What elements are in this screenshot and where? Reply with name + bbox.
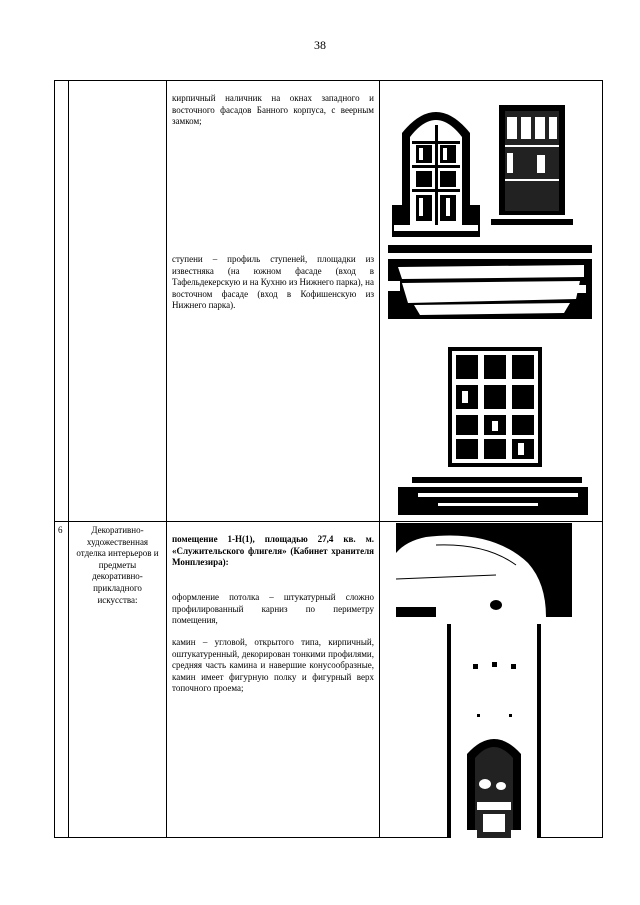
feature-description-cell (167, 81, 380, 522)
feature-name-cell (69, 81, 167, 522)
description-paragraph: кирпичный наличник на окнах западного и восточного фасадов Банного корпуса, с веерным замком; (172, 93, 374, 127)
rectangular-window-photo (491, 95, 573, 225)
description-paragraph: помещение 1-Н(1), площадью 27,4 кв. м. «Служительского флигеля» (Кабинет хранителя Монплезира): (172, 534, 374, 568)
description-paragraph: камин – угловой, открытого типа, кирпичный, оштукатуренный, декорирован тонкими профилями, средняя часть камина и навершие конусообразные, камин имеет фигурную полку и фигурный верх топочного проема; (172, 637, 374, 694)
table-row (55, 81, 603, 522)
feature-name-cell: Декоративно-художественная отделка интерьеров и предметы декоративно-прикладного искусства: (69, 522, 167, 838)
limestone-steps-photo (388, 245, 592, 319)
corner-fireplace-photo (447, 624, 541, 838)
ceiling-cornice-photo (396, 523, 572, 617)
description-paragraph: ступени – профиль ступеней, площадки из известняка (на южном фасаде (вход в Тафельдекерскую и на Кухню из Нижнего парка), на восточном фасаде (вход в Кофишенскую из Нижнего парка). (172, 254, 374, 311)
photo-cell (380, 81, 603, 522)
row-number-cell: 6 (55, 522, 69, 838)
table-row (55, 522, 603, 838)
monument-features-table (54, 80, 603, 838)
photo-cell (380, 522, 603, 838)
feature-description-cell (167, 522, 380, 838)
window-with-steps-photo (388, 343, 592, 515)
page-number: 38 (314, 38, 326, 52)
row-number-cell (55, 81, 69, 522)
arched-window-photo (388, 85, 484, 237)
description-paragraph: оформление потолка – штукатурный сложно профилированный карниз по периметру помещения, (172, 592, 374, 626)
